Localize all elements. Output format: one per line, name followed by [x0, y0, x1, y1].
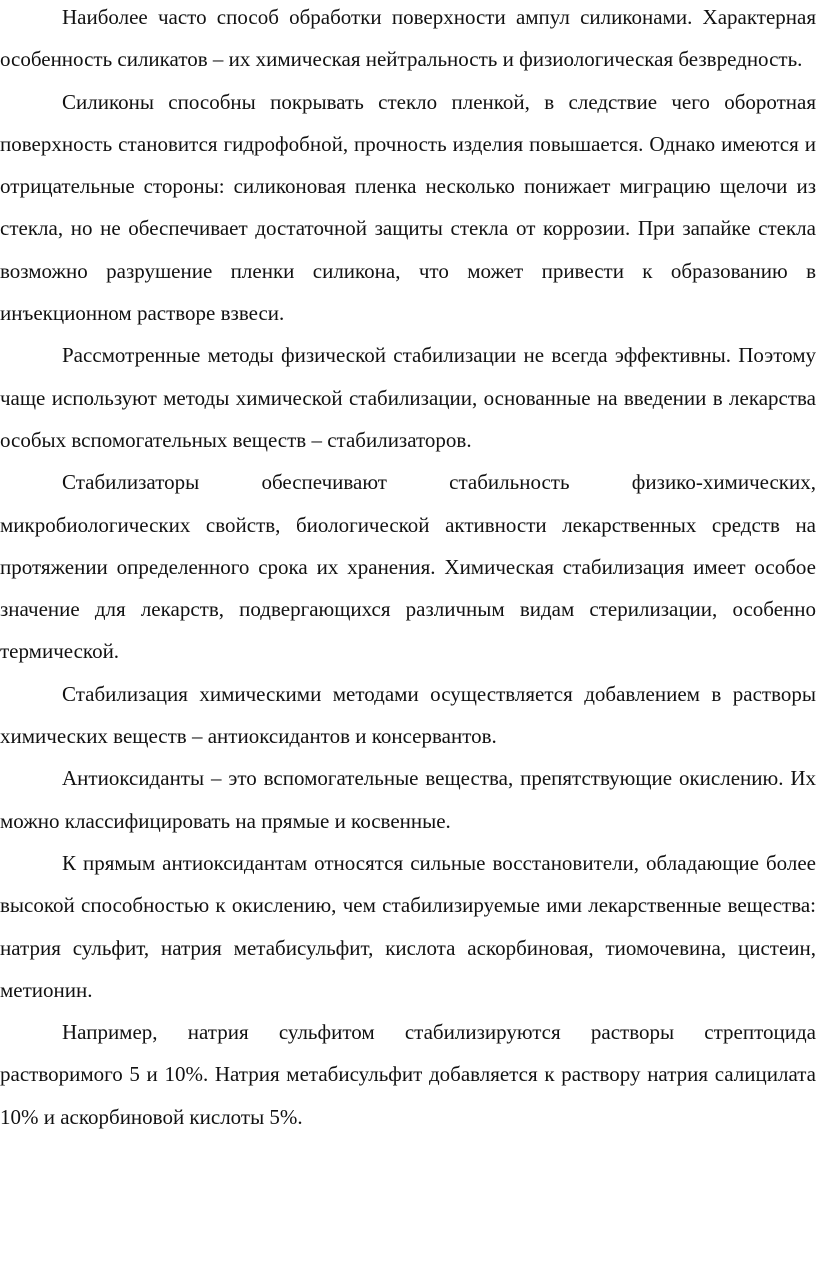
paragraph-silicone-treatment: Наиболее часто способ обработки поверхности ампул силиконами. Характерная особенность силикатов – их химическая нейтральность и физиологическая безвредность.	[0, 5, 816, 72]
paragraph-antioxidants: Антиоксиданты – это вспомогательные вещества, препятствующие окислению. Их можно классифицировать на прямые и косвенные.	[0, 766, 816, 833]
paragraph-chemical-methods: Стабилизация химическими методами осуществляется добавлением в растворы химических веществ – антиоксидантов и консервантов.	[0, 681, 816, 749]
paragraph-direct-antioxidants: К прямым антиоксидантам относятся сильные восстановители, обладающие более высокой способностью к окислению, чем стабилизируемые ими лекарственные вещества: натрия сульфит, натрия метабисульфит, кислота аскорбиновая, тиомочевина, цистеин, метионин.	[0, 850, 816, 1002]
paragraph-sodium-sulfite-example: Например, натрия сульфитом стабилизируются растворы стрептоцида растворимого 5 и 10%. Натрия метабисульфит добавляется к раствору натрия салицилата 10% и аскорбиновой кислоты 5%.	[0, 1020, 816, 1129]
paragraph-stabilizers: Стабилизаторы обеспечивают стабильность физико-химических, микробиологических свойств, биологической активности лекарственных средств на протяжении определенного срока их хранения. Химическая стабилизация имеет особое значение для лекарств, подвергающихся различным видам стерилизации, особенно термической.	[0, 470, 816, 664]
paragraph-physical-stabilization: Рассмотренные методы физической стабилизации не всегда эффективны. Поэтому чаще используют методы химической стабилизации, основанные на введении в лекарства особых вспомогательных веществ – стабилизаторов.	[0, 343, 816, 452]
paragraph-silicone-film: Силиконы способны покрывать стекло пленкой, в следствие чего оборотная поверхность становится гидрофобной, прочность изделия повышается. Однако имеются и отрицательные стороны: силиконовая пленка несколько понижает миграцию щелочи из стекла, но не обеспечивает достаточной защиты стекла от коррозии. При запайке стекла возможно разрушение пленки силикона, что может привести к образованию в инъекционном растворе взвеси.	[0, 89, 816, 326]
